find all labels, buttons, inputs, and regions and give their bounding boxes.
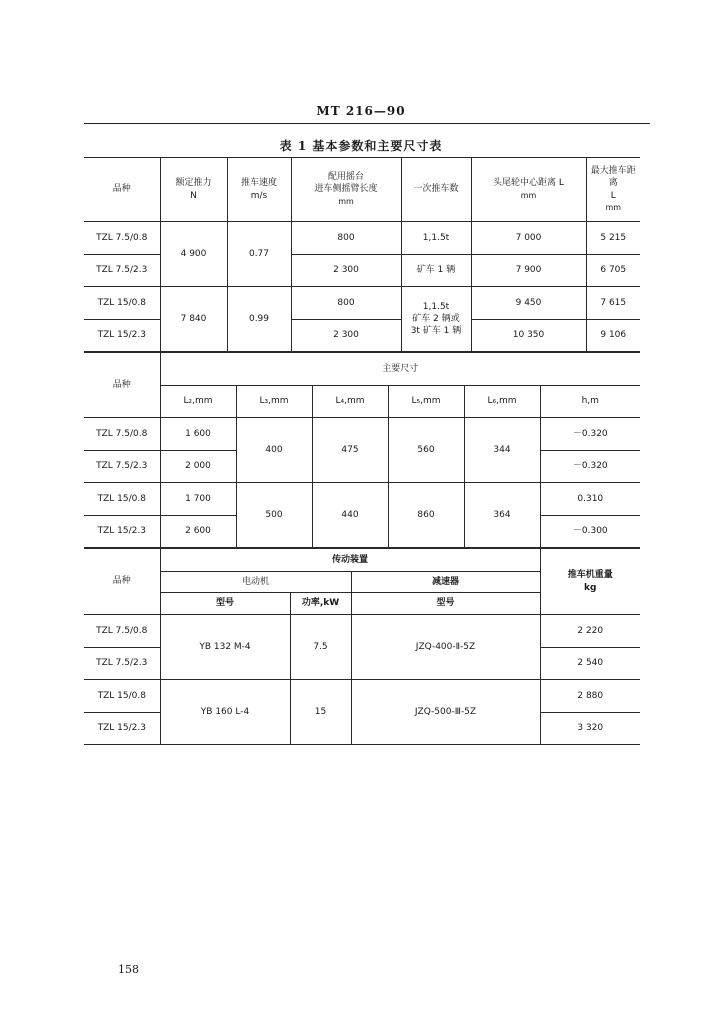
page-number: 158: [118, 963, 139, 976]
cell-reducer-model: JZQ-500-Ⅲ-5Z: [351, 680, 540, 745]
table-row: [84, 418, 640, 451]
cell-speed: 0.99: [227, 287, 291, 352]
header-max-push-distance: 最大推车距离 L mm: [586, 158, 640, 222]
cell-l4: 440: [312, 483, 388, 548]
cell-max-push: 9 106: [586, 320, 640, 352]
header-variety: 品种: [84, 353, 160, 418]
cell-weight: 3 320: [540, 713, 640, 745]
table-header-row: [84, 158, 640, 222]
cell-variety: TZL 15/0.8: [84, 483, 160, 516]
table-row: [84, 483, 640, 516]
cell-l2: 2 600: [160, 516, 236, 548]
cell-arm: 800: [291, 287, 401, 320]
header-l4: L₄,mm: [312, 386, 388, 418]
cell-thrust: 7 840: [160, 287, 227, 352]
cell-distance: 10 350: [471, 320, 586, 352]
header-speed: 推车速度 m/s: [227, 158, 291, 222]
header-reducer-model: 型号: [351, 593, 540, 615]
header-power: 功率,kW: [290, 593, 351, 615]
cell-power: 15: [290, 680, 351, 745]
cell-l6: 344: [464, 418, 540, 483]
cell-weight: 2 880: [540, 680, 640, 713]
cell-variety: TZL 7.5/0.8: [84, 222, 160, 255]
table-header-row: [84, 386, 640, 418]
header-cars-per-push: 一次推车数: [401, 158, 471, 222]
table-row: [84, 287, 640, 320]
table-row: [84, 615, 640, 648]
cell-reducer-model: JZQ-400-Ⅱ-5Z: [351, 615, 540, 680]
drive-unit-table: [84, 548, 640, 745]
cell-variety: TZL 15/0.8: [84, 287, 160, 320]
cell-variety: TZL 7.5/0.8: [84, 418, 160, 451]
cell-l2: 2 000: [160, 451, 236, 483]
cell-l3: 500: [236, 483, 312, 548]
cell-speed: 0.77: [227, 222, 291, 287]
header-drive-unit: 传动装置: [160, 549, 540, 572]
cell-l6: 364: [464, 483, 540, 548]
cell-h: 0.310: [540, 483, 640, 516]
cell-h: －0.300: [540, 516, 640, 548]
cell-distance: 7 000: [471, 222, 586, 255]
table-header-row: [84, 353, 640, 386]
cell-max-push: 7 615: [586, 287, 640, 320]
cell-max-push: 5 215: [586, 222, 640, 255]
cell-arm: 2 300: [291, 320, 401, 352]
cell-motor-model: YB 132 M-4: [160, 615, 290, 680]
cell-power: 7.5: [290, 615, 351, 680]
cell-variety: TZL 7.5/2.3: [84, 255, 160, 287]
cell-weight: 2 540: [540, 648, 640, 680]
cell-l4: 475: [312, 418, 388, 483]
header-variety: 品种: [84, 549, 160, 615]
header-arm-length: 配用摇台 进车侧摇臂长度 mm: [291, 158, 401, 222]
header-main-dimensions: 主要尺寸: [160, 353, 640, 386]
header-rule: [84, 123, 650, 124]
table-header-row: [84, 549, 640, 572]
standard-code: MT 216—90: [316, 104, 406, 118]
table-row: [84, 680, 640, 713]
cell-l5: 560: [388, 418, 464, 483]
cell-cars: 矿车 1 辆: [401, 255, 471, 287]
header-l3: L₃,mm: [236, 386, 312, 418]
cell-variety: TZL 15/2.3: [84, 516, 160, 548]
header-h: h,m: [540, 386, 640, 418]
header-l6: L₆,mm: [464, 386, 540, 418]
cell-variety: TZL 15/2.3: [84, 320, 160, 352]
cell-motor-model: YB 160 L-4: [160, 680, 290, 745]
cell-arm: 800: [291, 222, 401, 255]
header-motor-model: 型号: [160, 593, 290, 615]
cell-h: －0.320: [540, 418, 640, 451]
cell-l3: 400: [236, 418, 312, 483]
cell-variety: TZL 7.5/2.3: [84, 451, 160, 483]
cell-thrust: 4 900: [160, 222, 227, 287]
header-head-tail-distance: 头尾轮中心距离 L mm: [471, 158, 586, 222]
header-l5: L₅,mm: [388, 386, 464, 418]
basic-parameters-table: [84, 157, 640, 352]
header-l2: L₂,mm: [160, 386, 236, 418]
cell-variety: TZL 7.5/2.3: [84, 648, 160, 680]
cell-variety: TZL 15/2.3: [84, 713, 160, 745]
cell-l2: 1 600: [160, 418, 236, 451]
cell-l2: 1 700: [160, 483, 236, 516]
table-row: [84, 222, 640, 255]
header-variety: 品种: [84, 158, 160, 222]
cell-weight: 2 220: [540, 615, 640, 648]
cell-variety: TZL 7.5/0.8: [84, 615, 160, 648]
table-caption: 表 1 基本参数和主要尺寸表: [279, 139, 443, 153]
cell-max-push: 6 705: [586, 255, 640, 287]
cell-h: －0.320: [540, 451, 640, 483]
cell-cars: 1,1.5t: [401, 222, 471, 255]
cell-distance: 9 450: [471, 287, 586, 320]
cell-l5: 860: [388, 483, 464, 548]
header-weight: 推车机重量 kg: [540, 549, 640, 615]
header-rated-thrust: 额定推力 N: [160, 158, 227, 222]
cell-arm: 2 300: [291, 255, 401, 287]
cell-cars: 1,1.5t 矿车 2 辆或 3t 矿车 1 辆: [401, 287, 471, 352]
cell-variety: TZL 15/0.8: [84, 680, 160, 713]
main-dimensions-table: [84, 352, 640, 548]
header-reducer: 减速器: [351, 572, 540, 593]
cell-distance: 7 900: [471, 255, 586, 287]
header-motor: 电动机: [160, 572, 351, 593]
